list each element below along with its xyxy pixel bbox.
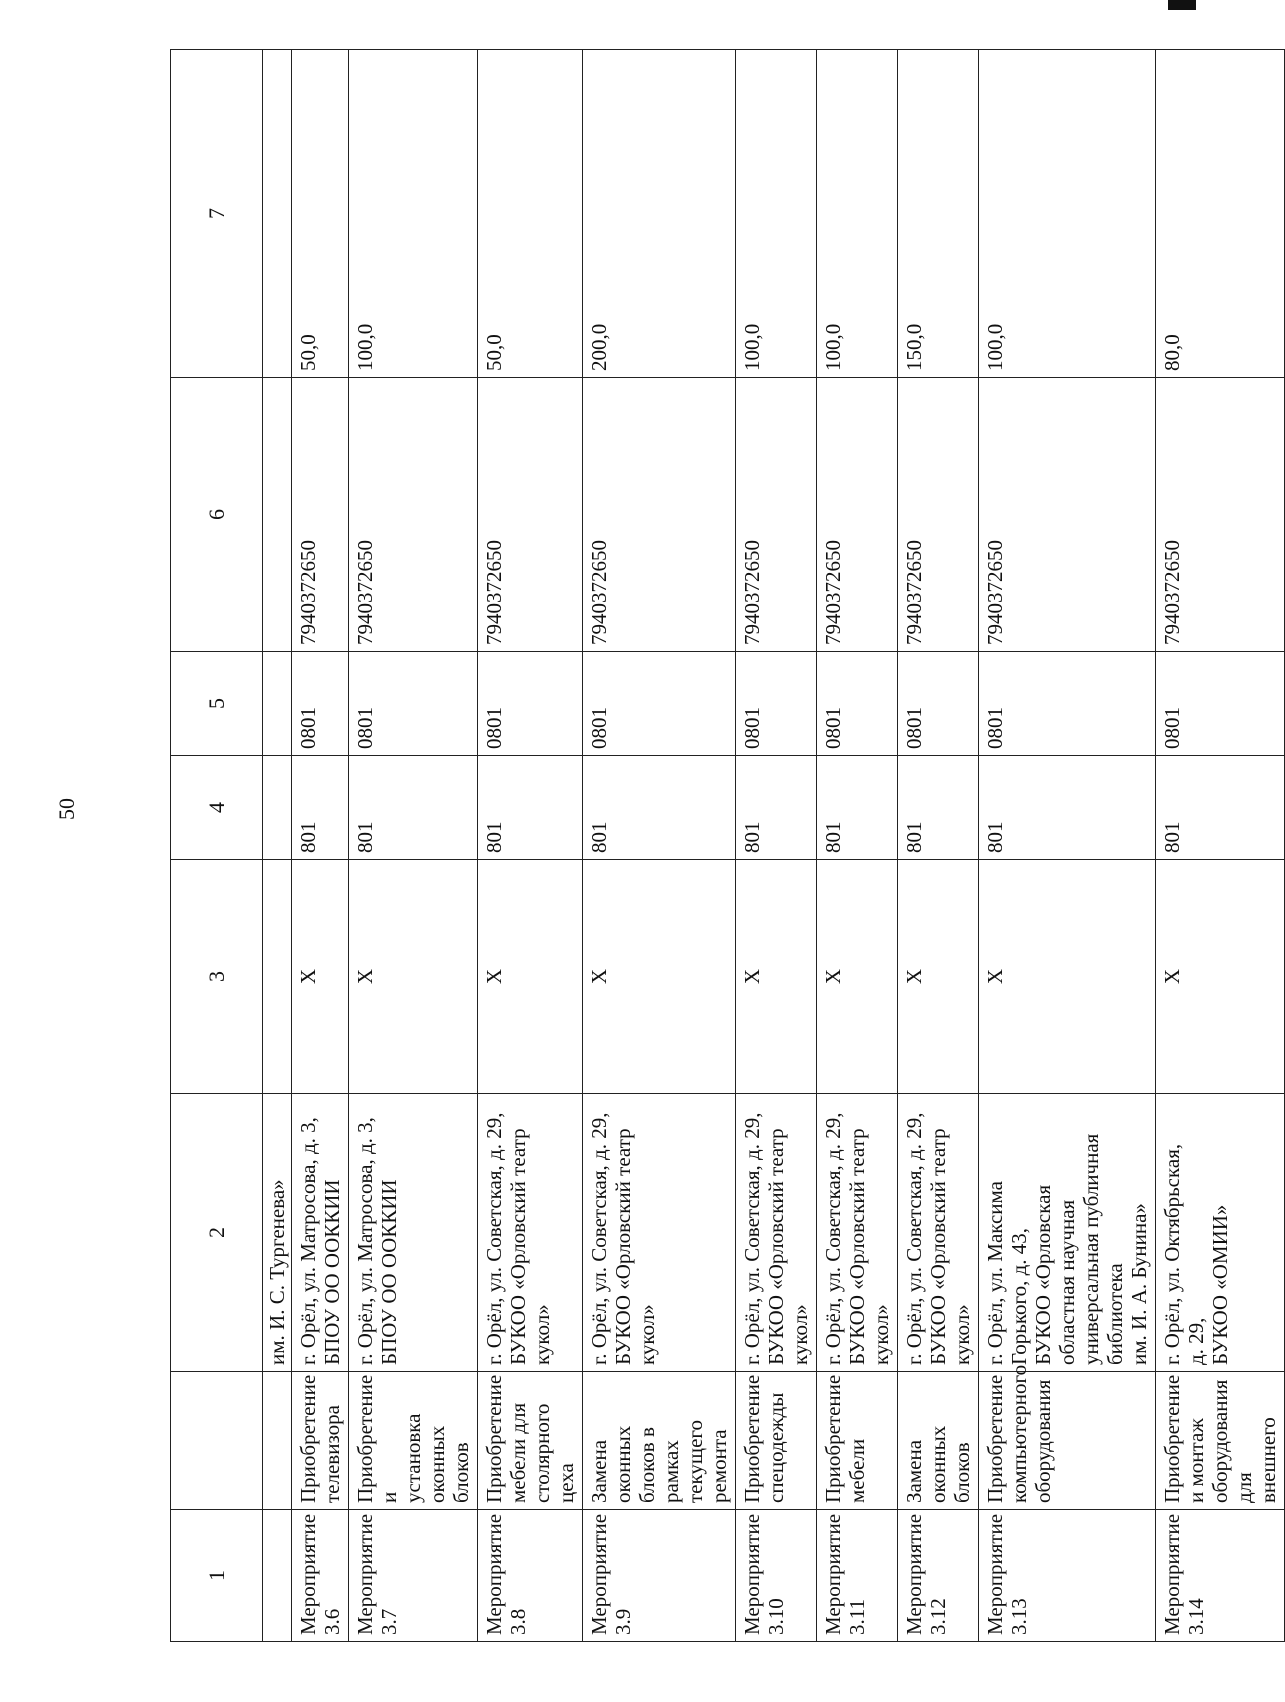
table-cell: 0801 [898, 652, 979, 756]
table-cell: 3 [171, 860, 263, 1094]
table-cell: 100,0 [817, 50, 898, 378]
table-cell: 2 [171, 1094, 263, 1372]
table-row [979, 50, 1156, 1642]
table-cell: г. Орёл, ул. Советская, д. 29, БУКОО «Орловский театр кукол» [736, 1094, 817, 1372]
table-cell: Приобретение телевизора [292, 1372, 349, 1510]
table-cell: Х [478, 860, 583, 1094]
table-cell: Приобретение компьютерного оборудования [979, 1372, 1156, 1510]
table-cell: Х [349, 860, 478, 1094]
table-cell: 801 [292, 756, 349, 860]
table-cell: 7940372650 [817, 378, 898, 652]
table-row [1156, 50, 1285, 1642]
table-cell: 801 [1156, 756, 1285, 860]
table-cell: 801 [736, 756, 817, 860]
table-cell: 6 [171, 378, 263, 652]
page-number: 50 [54, 798, 79, 820]
table-cell: 0801 [1156, 652, 1285, 756]
table-cell: Приобретение мебели для столярного цеха [478, 1372, 583, 1510]
table-cell [171, 1372, 263, 1510]
table-cell: 0801 [979, 652, 1156, 756]
table-cell: 7940372650 [1156, 378, 1285, 652]
table-row [292, 50, 349, 1642]
table-cell: 100,0 [349, 50, 478, 378]
table-cell: Мероприятие 3.10 [736, 1510, 817, 1642]
table-cell: Приобретение спецодежды [736, 1372, 817, 1510]
table-cell: г. Орёл, ул. Матросова, д. 3, БПОУ ОО ООККИИ [349, 1094, 478, 1372]
table-cell: Мероприятие 3.7 [349, 1510, 478, 1642]
table-cell [263, 756, 292, 860]
table-cell: 100,0 [979, 50, 1156, 378]
table-cell [263, 1510, 292, 1642]
table-cell: г. Орёл, ул. Советская, д. 29, БУКОО «Орловский театр кукол» [898, 1094, 979, 1372]
table-cell: 801 [583, 756, 736, 860]
table-cell: им. И. С. Тургенева» [263, 1094, 292, 1372]
table-cell: 50,0 [292, 50, 349, 378]
table-cell: Х [583, 860, 736, 1094]
table-row [478, 50, 583, 1642]
table-cell: Приобретение и монтаж оборудования для внешнего [1156, 1372, 1285, 1510]
table-cell: Мероприятие 3.9 [583, 1510, 736, 1642]
table-cell: Мероприятие 3.14 [1156, 1510, 1285, 1642]
table-cell: Замена оконных блоков [898, 1372, 979, 1510]
table-cell: Мероприятие 3.11 [817, 1510, 898, 1642]
corner-mark [1168, 0, 1196, 10]
table-cell: 100,0 [736, 50, 817, 378]
table-cell: г. Орёл, ул. Советская, д. 29, БУКОО «Орловский театр кукол» [478, 1094, 583, 1372]
table-row [583, 50, 736, 1642]
table-cell: 7940372650 [898, 378, 979, 652]
table-cell: Мероприятие 3.12 [898, 1510, 979, 1642]
rotated-table-wrapper [170, 50, 1280, 1642]
table-cell: г. Орёл, ул. Советская, д. 29, БУКОО «Орловский театр кукол» [583, 1094, 736, 1372]
table-cell: 801 [979, 756, 1156, 860]
table-cell: 0801 [817, 652, 898, 756]
table-cell: 7 [171, 50, 263, 378]
table-cell [263, 1372, 292, 1510]
table-cell [263, 652, 292, 756]
table-cell: 801 [898, 756, 979, 860]
table-cell: 7940372650 [979, 378, 1156, 652]
table-cell: Х [898, 860, 979, 1094]
table-cell [263, 50, 292, 378]
table-cell: г. Орёл, ул. Максима Горького, д. 43, БУКОО «Орловская областная научная универсальная публичная библиотека им. И. А. Бунина» [979, 1094, 1156, 1372]
table-cell: Приобретение мебели [817, 1372, 898, 1510]
table-header-row [171, 50, 263, 1642]
table-row [736, 50, 817, 1642]
table-cell: г. Орёл, ул. Советская, д. 29, БУКОО «Орловский театр кукол» [817, 1094, 898, 1372]
table-cell: 7940372650 [349, 378, 478, 652]
table-cell: Х [979, 860, 1156, 1094]
table-cell: Замена оконных блоков в рамках текущего ремонта [583, 1372, 736, 1510]
table-row [349, 50, 478, 1642]
table-cell: Мероприятие 3.6 [292, 1510, 349, 1642]
table-cell: 801 [349, 756, 478, 860]
table-cell: Х [817, 860, 898, 1094]
table-cell: 200,0 [583, 50, 736, 378]
table-cell: Мероприятие 3.13 [979, 1510, 1156, 1642]
table-cell: 150,0 [898, 50, 979, 378]
table-cell: 0801 [583, 652, 736, 756]
table-row [898, 50, 979, 1642]
table-cell: 0801 [349, 652, 478, 756]
table-cell: 0801 [478, 652, 583, 756]
table-cell: Х [736, 860, 817, 1094]
table-cell: Х [1156, 860, 1285, 1094]
table-cell: 1 [171, 1510, 263, 1642]
table-cell: Мероприятие 3.8 [478, 1510, 583, 1642]
data-table [170, 49, 1285, 1642]
table-row [817, 50, 898, 1642]
table-cell: 7940372650 [583, 378, 736, 652]
table-cell: 7940372650 [292, 378, 349, 652]
table-cell: 0801 [736, 652, 817, 756]
table-cell: 7940372650 [478, 378, 583, 652]
table-cell: Приобретение и установка оконных блоков [349, 1372, 478, 1510]
table-cell [263, 378, 292, 652]
table-cell: 7940372650 [736, 378, 817, 652]
table-cell: Х [292, 860, 349, 1094]
table-continuation-row [263, 50, 292, 1642]
table-cell: 4 [171, 756, 263, 860]
table-cell: 5 [171, 652, 263, 756]
table-cell: 0801 [292, 652, 349, 756]
table-cell: 50,0 [478, 50, 583, 378]
table-cell: 801 [478, 756, 583, 860]
table-cell [263, 860, 292, 1094]
table-cell: г. Орёл, ул. Октябрьская, д. 29, БУКОО «ОМИИ» [1156, 1094, 1285, 1372]
table-cell: 80,0 [1156, 50, 1285, 378]
table-cell: г. Орёл, ул. Матросова, д. 3, БПОУ ОО ООККИИ [292, 1094, 349, 1372]
table-cell: 801 [817, 756, 898, 860]
